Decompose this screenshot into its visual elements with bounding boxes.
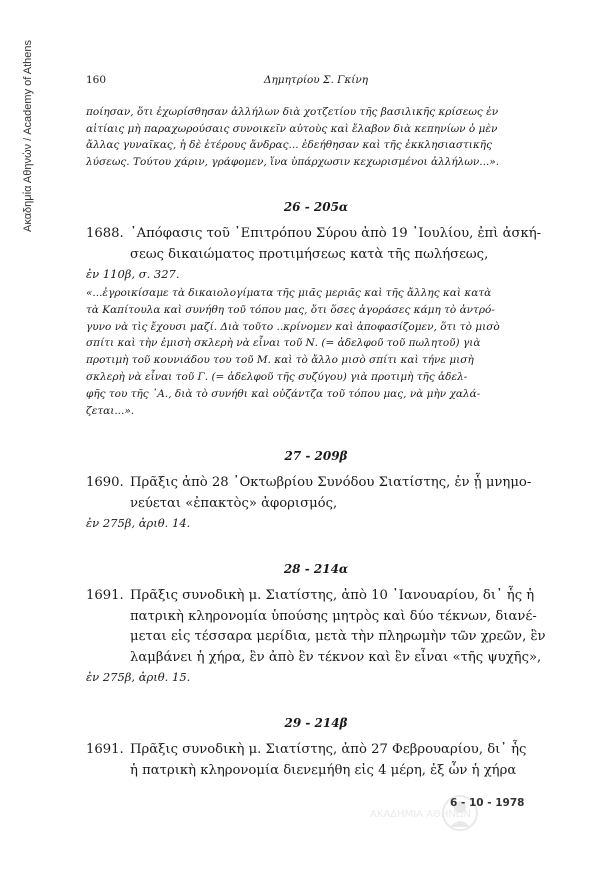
entry-text: Πρᾶξις συνοδικὴ μ. Σιατίστης, ἀπὸ 27 Φεβρουαρίου, δι᾿ ἧς: [130, 742, 527, 758]
entry-1690: [86, 473, 546, 514]
entry-text: ᾿Απόφασις τοῦ ᾿Επιτρόπου Σύρου ἀπὸ 19 ᾿Ιουλίου, ἐπὶ ἀσκή-: [130, 226, 542, 241]
entry-number: 1691.: [86, 588, 124, 604]
section-heading: 27 - 209β: [284, 449, 348, 464]
quote-line: ποίησαν, ὅτι ἐχωρίσθησαν ἀλλήλων διὰ χοτζετίου τῆς βασιλικῆς κρίσεως ἐν: [86, 106, 499, 118]
entry-number: 1691.: [86, 742, 124, 758]
quote-line: ἄλλας γυναῖκας, ἡ δὲ ἑτέρους ἄνδρας... ἐδεήθησαν καὶ τῆς ἐκκλησιαστικῆς: [86, 139, 492, 151]
section-heading: 26 - 205α: [283, 200, 349, 214]
entry-reference: ἐν 275β, ἀριθ. 14.: [86, 516, 191, 531]
document-page: [86, 70, 546, 781]
entry-text: μεται εἰς τέσσαρα μερίδια, μετὰ τὴν πληρωμὴν τῶν χρεῶν, ἓν: [130, 629, 546, 645]
entry-text: πατρικὴ κληρονομία ὑπούσης μητρὸς καὶ δύο τέκνων, διανέ-: [130, 608, 537, 624]
archive-side-label: Ακαδημία Αθηνών / Academy of Athens: [22, 40, 34, 233]
quote-line: σπίτι καὶ τὴν ἐμισὴ σκλερὴ νὰ εἶναι τοῦ Ν. (= ἀδελφοῦ τοῦ πωλητοῦ) γιὰ: [86, 337, 481, 350]
quote-line: τὰ Καπίτουλα καὶ συνήθη τοῦ τόπου μας, ὅτι ὅσες ἀγοράσες κάμη τὸ ἀντρό-: [86, 303, 495, 316]
entry-text: λαμβάνει ἡ χήρα, ἓν ἀπὸ ἓν τέκνον καὶ ἓν εἶναι «τῆς ψυχῆς»,: [130, 649, 542, 665]
entry-text: νεύεται «ἐπακτὸς» ἀφορισμός,: [130, 495, 338, 511]
entry-quote: [86, 285, 546, 419]
entry-text: Πρᾶξις ἀπὸ 28 ᾿Οκτωβρίου Συνόδου Σιατίστης, ἐν ᾗ μνημο-: [130, 475, 532, 491]
entry-1691-b: [86, 740, 546, 781]
quote-line: ζεται...».: [86, 404, 135, 417]
entry-text: Πρᾶξις συνοδικὴ μ. Σιατίστης, ἀπὸ 10 ᾿Ιανουαρίου, δι᾿ ἧς ἡ: [130, 588, 535, 604]
section-heading: 29 - 214β: [284, 716, 348, 731]
intro-quote: [86, 104, 546, 170]
entry-1691-a: [86, 586, 546, 668]
entry-reference: ἐν 275β, ἀριθ. 15.: [86, 670, 191, 685]
quote-line: γυνο νὰ τὶς ἔχουσι μαζί. Διὰ τοῦτο ..κρίνομεν καὶ ἀποφασίζομεν, ὅτι τὸ μισὸ: [86, 320, 500, 333]
entry-reference: ἐν 110β, σ. 327.: [86, 267, 180, 281]
section-heading: 28 - 214α: [283, 562, 349, 577]
entry-number: 1690.: [86, 475, 124, 491]
quote-line: σκλερὴ νὰ εἶναι τοῦ Γ. (= ἀδελφοῦ τῆς συζύγου) γιὰ προτιμὴ τῆς ἀδελ-: [86, 370, 468, 383]
quote-line: λύσεως. Τούτου χάριν, γράφομεν, ἵνα ὑπάρχωσιν κεχωρισμένοι ἀλλήλων...».: [86, 155, 500, 168]
quote-line: «...ἐγροικίσαμε τὰ δικαιολογίματα τῆς μιᾶς μεριᾶς καὶ τῆς ἄλλης καὶ κατὰ: [86, 287, 492, 299]
entry-number: 1688.: [86, 226, 124, 241]
entry-text: σεως δικαιώματος προτιμήσεως κατὰ τῆς πωλήσεως,: [130, 246, 489, 262]
page-header: [86, 70, 546, 92]
quote-line: φῆς του τῆς ᾿Α., διὰ τὸ συνήθι καὶ οὐζάντζα τοῦ τόπου μας, νὰ μὴν χαλά-: [86, 387, 481, 400]
entry-text: ἡ πατρικὴ κληρονομία διενεμήθη εἰς 4 μέρη, ἐξ ὧν ἡ χήρα: [130, 762, 517, 778]
quote-line: αἰτίαις μὴ παραχωρούσαις συνοικεῖν αὐτοὺς καὶ ἔλαβον διὰ κεπηνίων ὁ μὲν: [86, 122, 498, 135]
quote-line: προτιμὴ τοῦ κουνιάδου του τοῦ Μ. καὶ τὸ ἄλλο μισὸ σπίτι καὶ τήνε μισὴ: [86, 354, 474, 367]
watermark-text: ΑΚΑΔΗΜΙΑ ΑΘΗΝΩΝ: [370, 809, 472, 820]
page-number: 160: [86, 74, 107, 86]
entry-1688: [86, 224, 546, 265]
date-stamp: 6 - 10 - 1978: [450, 797, 525, 809]
running-author: Δημητρίου Σ. Γκίνη: [263, 74, 369, 86]
